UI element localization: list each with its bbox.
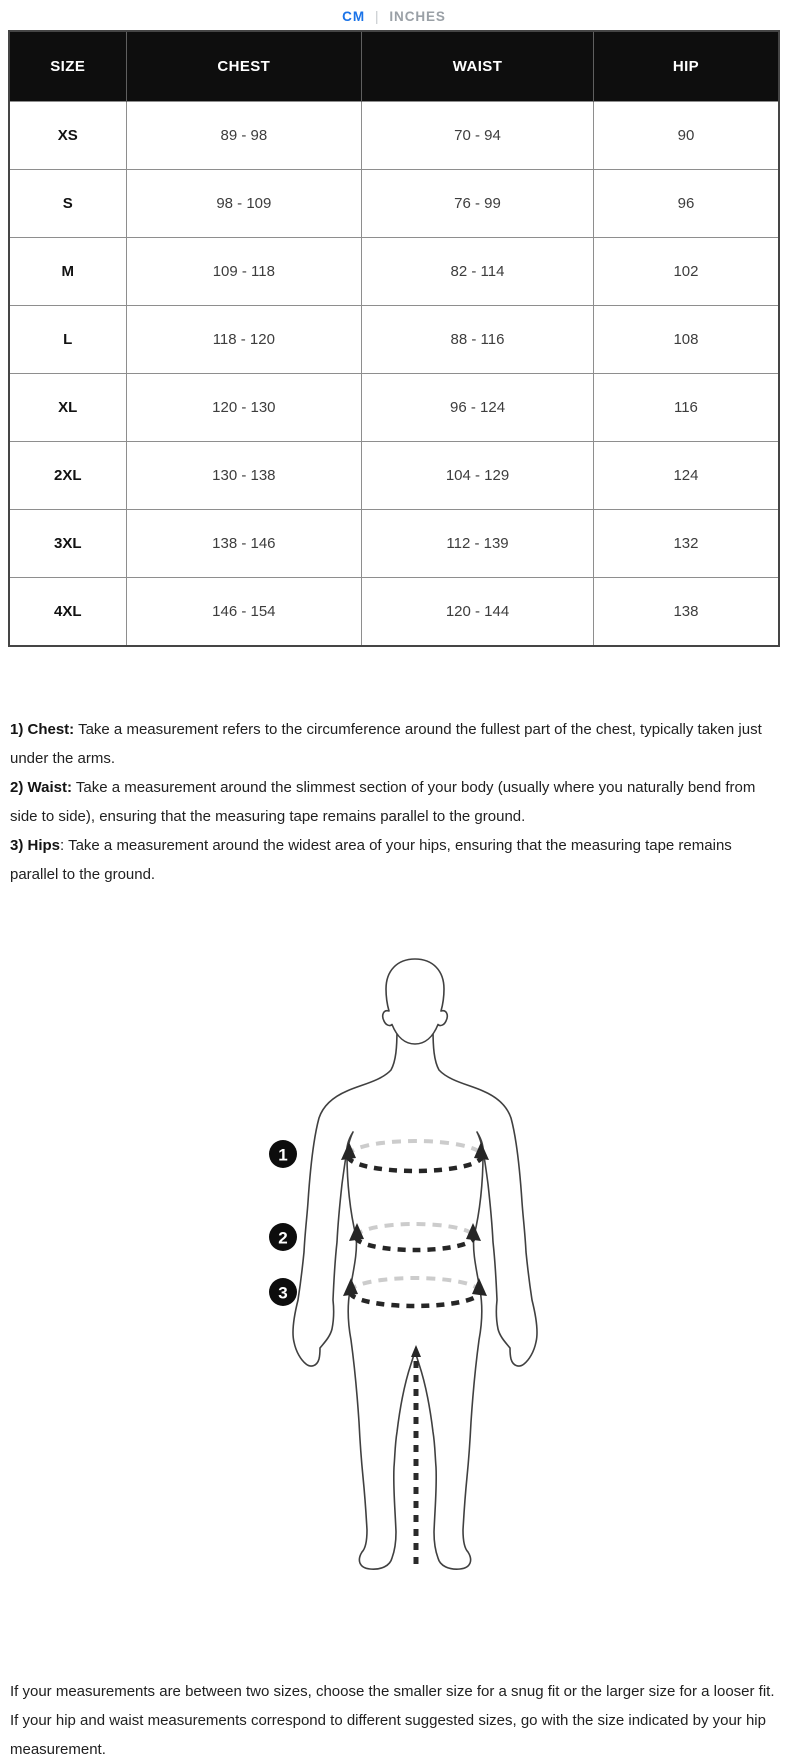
fit-advice-note: If your measurements are between two sizes, choose the smaller size for a snug fit or the larger size for a looser fit. If your hip and waist measurements correspond to different suggested sizes, go with the size indicated by your hip measurement. (10, 1683, 775, 1758)
chest-cell: 138 - 146 (126, 510, 362, 578)
table-header-row (9, 31, 779, 102)
waist-cell: 88 - 116 (362, 306, 594, 374)
chest-cell: 130 - 138 (126, 442, 362, 510)
hip-cell: 102 (593, 238, 779, 306)
table-row (9, 374, 779, 442)
marker-waist (269, 1223, 297, 1251)
table-row (9, 306, 779, 374)
note-text: Take a measurement refers to the circumference around the fullest part of the chest, typically taken just under the arms. (10, 721, 762, 767)
marker-chest (269, 1140, 297, 1168)
waist-cell: 96 - 124 (362, 374, 594, 442)
waist-cell: 112 - 139 (362, 510, 594, 578)
unit-toggle (0, 0, 788, 24)
unit-toggle-divider: | (374, 9, 380, 24)
hip-cell: 108 (593, 306, 779, 374)
table-row (9, 442, 779, 510)
chest-cell: 98 - 109 (126, 170, 362, 238)
size-cell: L (9, 306, 126, 374)
chest-cell: 120 - 130 (126, 374, 362, 442)
chest-cell: 109 - 118 (126, 238, 362, 306)
waist-cell: 120 - 144 (362, 578, 594, 647)
column-header-size: SIZE (9, 31, 126, 102)
body-measurement-diagram (230, 891, 560, 1601)
measurement-notes (10, 715, 778, 889)
marker-hips (269, 1278, 297, 1306)
svg-text:2: 2 (278, 1228, 288, 1248)
waist-cell: 82 - 114 (362, 238, 594, 306)
hip-cell: 132 (593, 510, 779, 578)
table-row (9, 170, 779, 238)
measurement-note-1 (10, 715, 778, 773)
table-row (9, 238, 779, 306)
waist-cell: 76 - 99 (362, 170, 594, 238)
column-header-hip: HIP (593, 31, 779, 102)
column-header-chest: CHEST (126, 31, 362, 102)
note-label: 1) Chest: (10, 721, 75, 738)
size-cell: XL (9, 374, 126, 442)
head-outline (383, 959, 448, 1044)
size-cell: 3XL (9, 510, 126, 578)
waist-cell: 70 - 94 (362, 102, 594, 170)
table-row (9, 510, 779, 578)
chest-cell: 118 - 120 (126, 306, 362, 374)
measurement-note-3 (10, 831, 778, 889)
hip-cell: 138 (593, 578, 779, 647)
hip-cell: 124 (593, 442, 779, 510)
hip-cell: 96 (593, 170, 779, 238)
size-cell: S (9, 170, 126, 238)
size-cell: M (9, 238, 126, 306)
svg-text:1: 1 (278, 1145, 288, 1165)
size-cell: XS (9, 102, 126, 170)
size-chart-table (8, 30, 780, 647)
waist-cell: 104 - 129 (362, 442, 594, 510)
note-text: : Take a measurement around the widest area of your hips, ensuring that the measuring tape remains parallel to the ground. (10, 837, 732, 883)
svg-text:3: 3 (278, 1283, 288, 1303)
note-label: 2) Waist: (10, 779, 72, 796)
measurement-note-2 (10, 773, 778, 831)
unit-inches-button[interactable]: INCHES (389, 9, 446, 24)
table-row (9, 102, 779, 170)
body-figure-svg (230, 891, 560, 1601)
chest-cell: 89 - 98 (126, 102, 362, 170)
size-cell: 2XL (9, 442, 126, 510)
size-cell: 4XL (9, 578, 126, 647)
column-header-waist: WAIST (362, 31, 594, 102)
unit-cm-button[interactable]: CM (342, 9, 365, 24)
note-text: Take a measurement around the slimmest section of your body (usually where you naturally bend from side to side), ensuring that the measuring tape remains parallel to the ground. (10, 779, 756, 825)
note-label: 3) Hips (10, 837, 61, 854)
table-row (9, 578, 779, 647)
hip-cell: 90 (593, 102, 779, 170)
chest-cell: 146 - 154 (126, 578, 362, 647)
hip-cell: 116 (593, 374, 779, 442)
